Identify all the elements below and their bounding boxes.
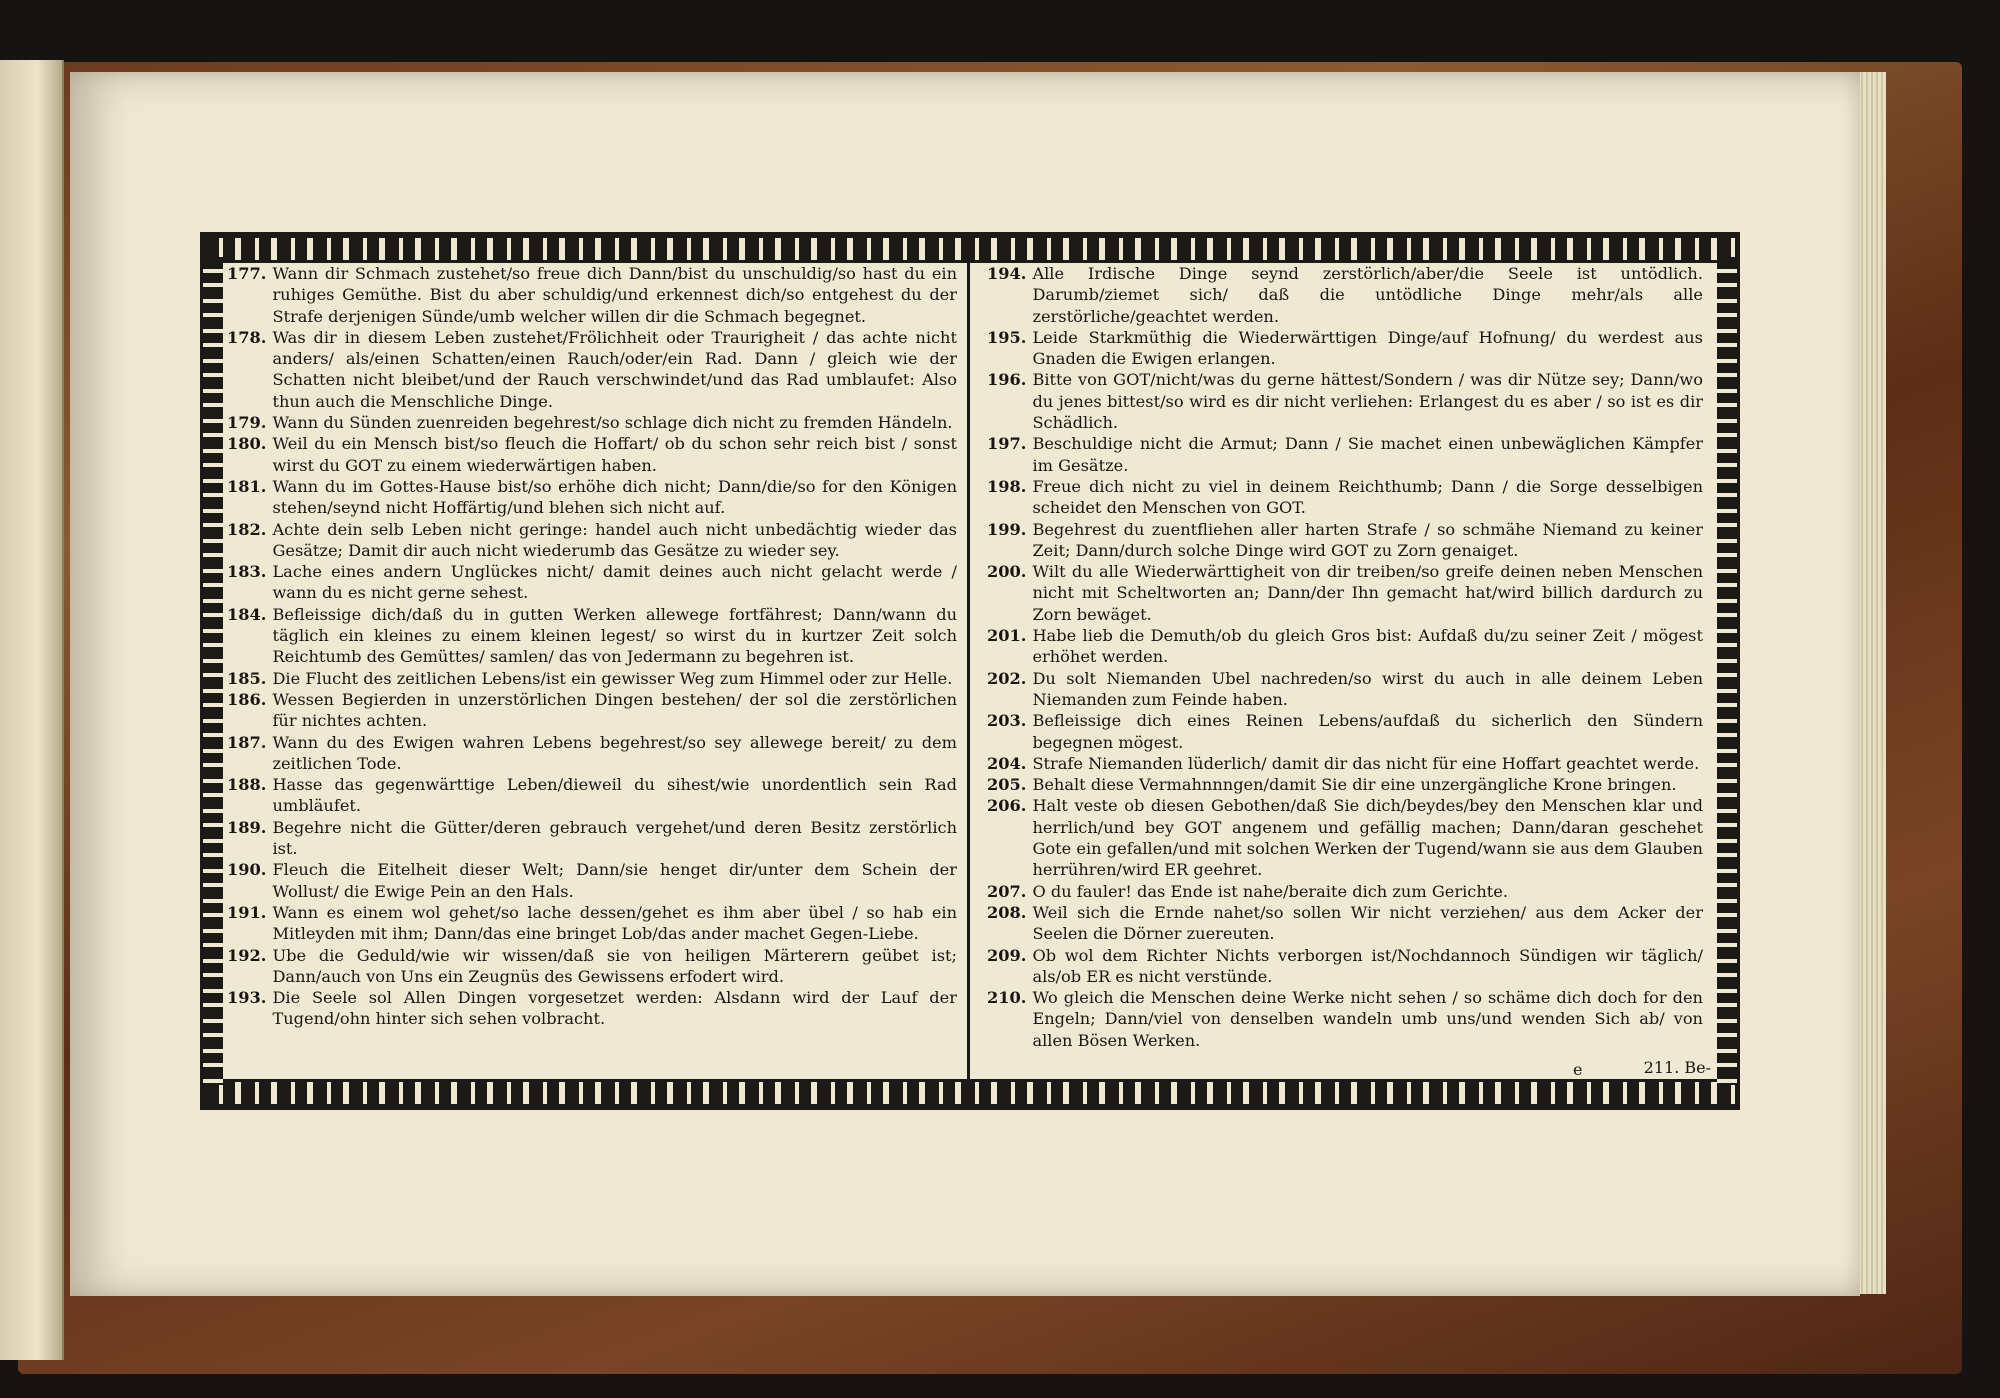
entry bbox=[987, 519, 1703, 562]
entry-text: Lache eines andern Unglückes nicht/ damit deines auch nicht gelacht werde / wann du es nicht gerne sehest. bbox=[272, 562, 957, 603]
entry bbox=[227, 263, 957, 327]
entry bbox=[987, 433, 1703, 476]
entry-number: 182. bbox=[227, 519, 267, 539]
entry-text: Habe lieb die Demuth/ob du gleich Gros bist: Aufdaß du/zu seiner Zeit / mögest erhöhet werden. bbox=[1032, 626, 1703, 667]
entry-number: 193. bbox=[227, 988, 267, 1008]
entry-number: 201. bbox=[987, 626, 1027, 646]
entry-text: Wilt du alle Wiederwärttigheit von dir treiben/so greife deinen neben Menschen nicht mit Scheltworten an; Dann/der Ihn gemacht hat/wird billich dardurch zu Zorn bewäget. bbox=[1032, 562, 1703, 624]
entry bbox=[227, 327, 957, 412]
entry-number: 208. bbox=[987, 902, 1027, 922]
entry-text: O du fauler! das Ende ist nahe/beraite dich zum Gerichte. bbox=[1032, 881, 1508, 901]
entry bbox=[987, 476, 1703, 519]
entry bbox=[227, 987, 957, 1030]
entry-text: Wann du im Gottes-Hause bist/so erhöhe dich nicht; Dann/die/so for den Königen stehen/seynd nicht Hoffärtig/und blehen sich nicht auf. bbox=[272, 476, 957, 518]
entry-number: 199. bbox=[987, 519, 1027, 539]
entry bbox=[227, 689, 957, 732]
entry-number: 180. bbox=[227, 434, 267, 454]
entry bbox=[227, 519, 957, 562]
entry-number: 204. bbox=[987, 753, 1027, 773]
entry-number: 186. bbox=[227, 689, 267, 709]
ornament-border-right bbox=[1717, 257, 1737, 1085]
entry bbox=[987, 625, 1703, 668]
entry-number: 203. bbox=[987, 711, 1027, 731]
entry bbox=[987, 263, 1703, 327]
entry bbox=[227, 945, 957, 988]
entry-number: 205. bbox=[987, 775, 1027, 795]
entry-text: Freue dich nicht zu viel in deinem Reichthumb; Dann / die Sorge desselbigen scheidet den Menschen von GOT. bbox=[1032, 476, 1703, 518]
entry-number: 194. bbox=[987, 264, 1027, 283]
entry-text: Wann dir Schmach zustehet/so freue dich Dann/bist du unschuldig/so hast du ein ruhiges Gemüthe. Bist du aber schuldig/und erkennest dich/so entgehest du der Strafe derjenigen Sünde/umb welcher willen dir die Schmach begegnet. bbox=[272, 264, 957, 326]
entry-text: Leide Starkmüthig die Wiederwärttigen Dinge/auf Hofnung/ du werdest aus Gnaden die Ewigen erlangen. bbox=[1032, 327, 1703, 369]
entry-text: Befleissige dich/daß du in gutten Werken allewege fortfährest; Dann/wann du täglich ein kleines zu einem kleinen legest/ so wirst du in kurtzer Zeit solch Reichtumb des Gemüttes/ samlen/ das von Jedermann zu begehren ist. bbox=[272, 604, 957, 667]
signature-mark: e bbox=[1573, 1060, 1583, 1079]
entry bbox=[227, 412, 957, 433]
entry-number: 181. bbox=[227, 476, 267, 496]
entry-number: 189. bbox=[227, 817, 267, 837]
entry bbox=[987, 710, 1703, 753]
entry-number: 200. bbox=[987, 562, 1027, 582]
entry bbox=[987, 881, 1703, 902]
entry-number: 188. bbox=[227, 775, 267, 795]
entry-text: Wann du des Ewigen wahren Lebens begehrest/so sey allewege bereit/ zu dem zeitlichen Tode. bbox=[272, 732, 957, 773]
entry bbox=[987, 774, 1703, 795]
entry bbox=[987, 945, 1703, 988]
entry bbox=[227, 774, 957, 817]
catchword: 211. Be- bbox=[1643, 1058, 1711, 1077]
entry-text: Alle Irdische Dinge seynd zerstörlich/aber/die Seele ist untödlich. Darumb/ziemet sich/ daß die untödliche Dinge mehr/als alle zerstörliche/geachtet werden. bbox=[1032, 264, 1703, 326]
left-page-edge bbox=[0, 60, 64, 1360]
entry bbox=[987, 668, 1703, 711]
entry-number: 195. bbox=[987, 327, 1027, 347]
book-page bbox=[70, 72, 1860, 1296]
entry bbox=[227, 668, 957, 689]
entry bbox=[987, 561, 1703, 625]
entry-text: Befleissige dich eines Reinen Lebens/aufdaß du sicherlich den Sündern begegnen mögest. bbox=[1032, 711, 1703, 752]
entry-text: Strafe Niemanden lüderlich/ damit dir das nicht für eine Hoffart geachtet werde. bbox=[1032, 753, 1700, 773]
entry-number: 187. bbox=[227, 732, 267, 752]
entry-text: Weil sich die Ernde nahet/so sollen Wir nicht verziehen/ aus dem Acker der Seelen die Dörner zuereuten. bbox=[1032, 902, 1703, 944]
entry-text: Beschuldige nicht die Armut; Dann / Sie machet einen unbewäglichen Kämpfer im Gesätze. bbox=[1032, 434, 1703, 475]
entry-number: 183. bbox=[227, 562, 267, 582]
left-column bbox=[227, 263, 957, 1030]
entry-text: Achte dein selb Leben nicht geringe: handel auch nicht unbedächtig wieder das Gesätze; Damit dir auch nicht wiederumb das Gesätze zu wieder sey. bbox=[272, 519, 957, 560]
entry-number: 210. bbox=[987, 988, 1027, 1008]
entry-text: Du solt Niemanden Ubel nachreden/so wirst du auch in alle deinem Leben Niemanden zum Feinde haben. bbox=[1032, 668, 1703, 709]
entry-number: 197. bbox=[987, 434, 1027, 454]
entry bbox=[227, 433, 957, 476]
entry-text: Weil du ein Mensch bist/so fleuch die Hoffart/ ob du schon sehr reich bist / sonst wirst du GOT zu einem wiederwärtigen haben. bbox=[272, 434, 957, 475]
entry bbox=[987, 795, 1703, 880]
entry-text: Ube die Geduld/wie wir wissen/daß sie von heiligen Märterern geübet ist; Dann/auch von Uns ein Zeugnüs des Gewissens erfodert wird. bbox=[272, 945, 957, 986]
entry-text: Wann du Sünden zuenreiden begehrest/so schlage dich nicht zu fremden Händeln. bbox=[272, 413, 953, 433]
entry-text: Was dir in diesem Leben zustehet/Frölichheit oder Traurigheit / das achte nicht anders/ als/einen Schatten/einen Rauch/oder/ein Rad. Dann / gleich wie der Schatten nicht bleibet/und der Rauch verschwindet/und das Rad umblaufet: Also thun auch die Menschliche Dinge. bbox=[272, 327, 957, 411]
entry-text: Wo gleich die Menschen deine Werke nicht sehen / so schäme dich doch for den Engeln; Dann/viel von denselben wandeln umb uns/und wenden Sich ab/ von allen Bösen Werken. bbox=[1032, 988, 1703, 1050]
entry bbox=[227, 817, 957, 860]
entry-text: Fleuch die Eitelheit dieser Welt; Dann/sie henget dir/unter dem Schein der Wollust/ die Ewige Pein an den Hals. bbox=[272, 860, 957, 901]
entry-number: 196. bbox=[987, 370, 1027, 390]
entry bbox=[987, 369, 1703, 433]
entry-text: Die Flucht des zeitlichen Lebens/ist ein gewisser Weg zum Himmel oder zur Helle. bbox=[272, 668, 953, 688]
entry-number: 202. bbox=[987, 668, 1027, 688]
ornament-border-left bbox=[203, 257, 223, 1085]
entry-number: 179. bbox=[227, 413, 267, 433]
entry-text: Begehrest du zuentfliehen aller harten Strafe / so schmähe Niemand zu keiner Zeit; Dann/durch solche Dinge wird GOT zu Zorn genaiget. bbox=[1032, 519, 1703, 560]
entry-text: Die Seele sol Allen Dingen vorgesetzet werden: Alsdann wird der Lauf der Tugend/ohn hinter sich sehen volbracht. bbox=[272, 988, 957, 1029]
entry-number: 207. bbox=[987, 881, 1027, 901]
entry-text: Wessen Begierden in unzerstörlichen Dingen bestehen/ der sol die zerstörlichen für nichtes achten. bbox=[272, 689, 957, 731]
entry-text: Behalt diese Vermahnnngen/damit Sie dir eine unzergängliche Krone bringen. bbox=[1032, 775, 1677, 795]
entry bbox=[227, 902, 957, 945]
ornament-border-bottom bbox=[205, 1079, 1735, 1107]
column-divider bbox=[967, 261, 970, 1081]
entry-number: 184. bbox=[227, 604, 267, 624]
ornament-border-top bbox=[205, 235, 1735, 263]
entry bbox=[227, 859, 957, 902]
entry-number: 192. bbox=[227, 945, 267, 965]
right-column bbox=[987, 263, 1703, 1051]
entry-number: 178. bbox=[227, 327, 267, 347]
entry-number: 209. bbox=[987, 945, 1027, 965]
entry-text: Begehre nicht die Gütter/deren gebrauch vergehet/und deren Besitz zerstörlich ist. bbox=[272, 817, 957, 859]
entry-number: 206. bbox=[987, 796, 1027, 816]
entry bbox=[987, 987, 1703, 1051]
entry bbox=[227, 561, 957, 604]
entry bbox=[987, 753, 1703, 774]
entry-text: Wann es einem wol gehet/so lache dessen/gehet es ihm aber übel / so hab ein Mitleyden mit ihm; Dann/das eine bringet Lob/das ander machet Gegen-Liebe. bbox=[272, 902, 957, 944]
entry-text: Ob wol dem Richter Nichts verborgen ist/Nochdannoch Sündigen wir täglich/ als/ob ER es nicht verstünde. bbox=[1032, 945, 1703, 986]
entry bbox=[227, 476, 957, 519]
entry-number: 190. bbox=[227, 860, 267, 880]
entry-text: Bitte von GOT/nicht/was du gerne hättest/Sondern / was dir Nütze sey; Dann/wo du jenes bittest/so wird es dir nicht verliehen: Erlangest du es aber / so ist es dir Schädlich. bbox=[1032, 370, 1703, 433]
entry bbox=[227, 604, 957, 668]
entry-number: 177. bbox=[227, 264, 267, 283]
entry bbox=[227, 732, 957, 775]
printed-frame bbox=[200, 232, 1740, 1110]
entry bbox=[987, 327, 1703, 370]
entry-number: 198. bbox=[987, 476, 1027, 496]
entry-number: 185. bbox=[227, 668, 267, 688]
entry-text: Halt veste ob diesen Gebothen/daß Sie dich/beydes/bey den Menschen klar und herrlich/und bey GOT angenem und gefällig machen; Dann/daran geschehet Gote ein gefallen/und mit solchen Werken der Tugend/wann sie aus dem Glauben herrühren/wird ER geehret. bbox=[1032, 796, 1703, 880]
entry-text: Hasse das gegenwärttige Leben/dieweil du sihest/wie unordentlich sein Rad umbläufet. bbox=[272, 775, 957, 816]
entry bbox=[987, 902, 1703, 945]
entry-number: 191. bbox=[227, 902, 267, 922]
